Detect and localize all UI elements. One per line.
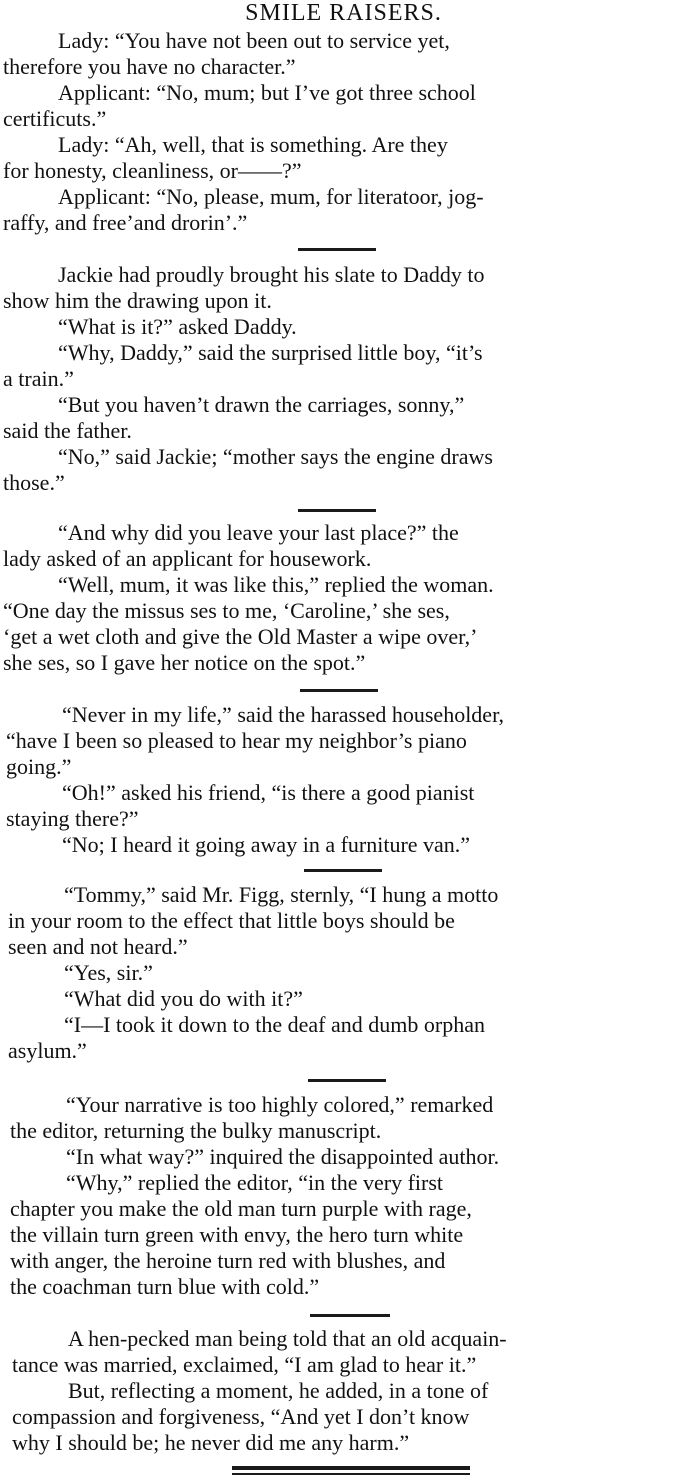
text-line: “But you haven’t drawn the carriages, sonny,” xyxy=(58,392,465,417)
text-line: Jackie had proudly brought his slate to Daddy to xyxy=(58,262,485,287)
text-line: compassion and forgiveness, “And yet I don’t know xyxy=(12,1404,470,1429)
text-line: “One day the missus ses to me, ‘Caroline,’ she ses, xyxy=(3,598,450,623)
text-line: certificuts.” xyxy=(3,106,107,131)
text-line: “Well, mum, it was like this,” replied the woman. xyxy=(58,572,494,597)
text-line: “No,” said Jackie; “mother says the engine draws xyxy=(58,444,493,469)
section-divider xyxy=(304,869,382,872)
text-line: “Never in my life,” said the harassed householder, xyxy=(62,702,505,727)
section-divider xyxy=(308,1079,386,1082)
text-line: Lady: “You have not been out to service yet, xyxy=(58,28,450,53)
text-line: for honesty, cleanliness, or——?” xyxy=(3,158,302,183)
text-line: asylum.” xyxy=(8,1038,87,1063)
text-line: raffy, and free’and drorin’.” xyxy=(3,210,248,235)
text-line: why I should be; he never did me any harm.” xyxy=(12,1430,410,1455)
page-title: SMILE RAISERS. xyxy=(245,0,442,26)
end-divider xyxy=(232,1473,470,1475)
text-line: “Tommy,” said Mr. Figg, sternly, “I hung a motto xyxy=(64,882,499,907)
text-line: the villain turn green with envy, the hero turn white xyxy=(10,1222,464,1247)
text-line: “What did you do with it?” xyxy=(64,986,303,1011)
text-line: ‘get a wet cloth and give the Old Master a wipe over,’ xyxy=(3,624,478,649)
text-line: a train.” xyxy=(3,366,74,391)
text-line: Applicant: “No, mum; but I’ve got three school xyxy=(58,80,476,105)
text-line: “No; I heard it going away in a furniture van.” xyxy=(62,832,471,857)
text-line: “Why,” replied the editor, “in the very first xyxy=(66,1170,444,1195)
text-line: “Your narrative is too highly colored,” remarked xyxy=(66,1092,494,1117)
text-line: A hen-pecked man being told that an old acquain- xyxy=(68,1326,507,1351)
text-line: “I—I took it down to the deaf and dumb orphan xyxy=(64,1012,485,1037)
text-line: she ses, so I gave her notice on the spot.” xyxy=(3,650,366,675)
text-line: “And why did you leave your last place?” the xyxy=(58,520,459,545)
text-line: staying there?” xyxy=(6,806,139,831)
text-line: the coachman turn blue with cold.” xyxy=(10,1274,320,1299)
text-line: tance was married, exclaimed, “I am glad to hear it.” xyxy=(12,1352,477,1377)
text-line: the editor, returning the bulky manuscript. xyxy=(10,1118,382,1143)
text-line: lady asked of an applicant for housework. xyxy=(3,546,372,571)
text-line: chapter you make the old man turn purple with rage, xyxy=(10,1196,472,1221)
text-line: “Oh!” asked his friend, “is there a good pianist xyxy=(62,780,475,805)
text-line: Applicant: “No, please, mum, for literatoor, jog- xyxy=(58,184,484,209)
text-line: Lady: “Ah, well, that is something. Are they xyxy=(58,132,448,157)
section-divider xyxy=(310,1314,390,1317)
text-line: with anger, the heroine turn red with blushes, and xyxy=(10,1248,446,1273)
end-divider xyxy=(232,1466,470,1470)
text-line: going.” xyxy=(6,754,72,779)
section-divider xyxy=(300,689,378,692)
text-line: But, reflecting a moment, he added, in a tone of xyxy=(68,1378,489,1403)
text-line: “have I been so pleased to hear my neighbor’s piano xyxy=(6,728,467,753)
section-divider xyxy=(298,509,376,512)
text-line: “What is it?” asked Daddy. xyxy=(58,314,297,339)
text-line: those.” xyxy=(3,470,65,495)
section-divider xyxy=(298,248,376,251)
text-line: “Yes, sir.” xyxy=(64,960,153,985)
text-line: show him the drawing upon it. xyxy=(3,288,272,313)
text-line: in your room to the effect that little boys should be xyxy=(8,908,455,933)
text-line: said the father. xyxy=(3,418,132,443)
text-line: “Why, Daddy,” said the surprised little boy, “it’s xyxy=(58,340,483,365)
text-line: seen and not heard.” xyxy=(8,934,188,959)
text-line: therefore you have no character.” xyxy=(3,54,296,79)
text-line: “In what way?” inquired the disappointed author. xyxy=(66,1144,500,1169)
